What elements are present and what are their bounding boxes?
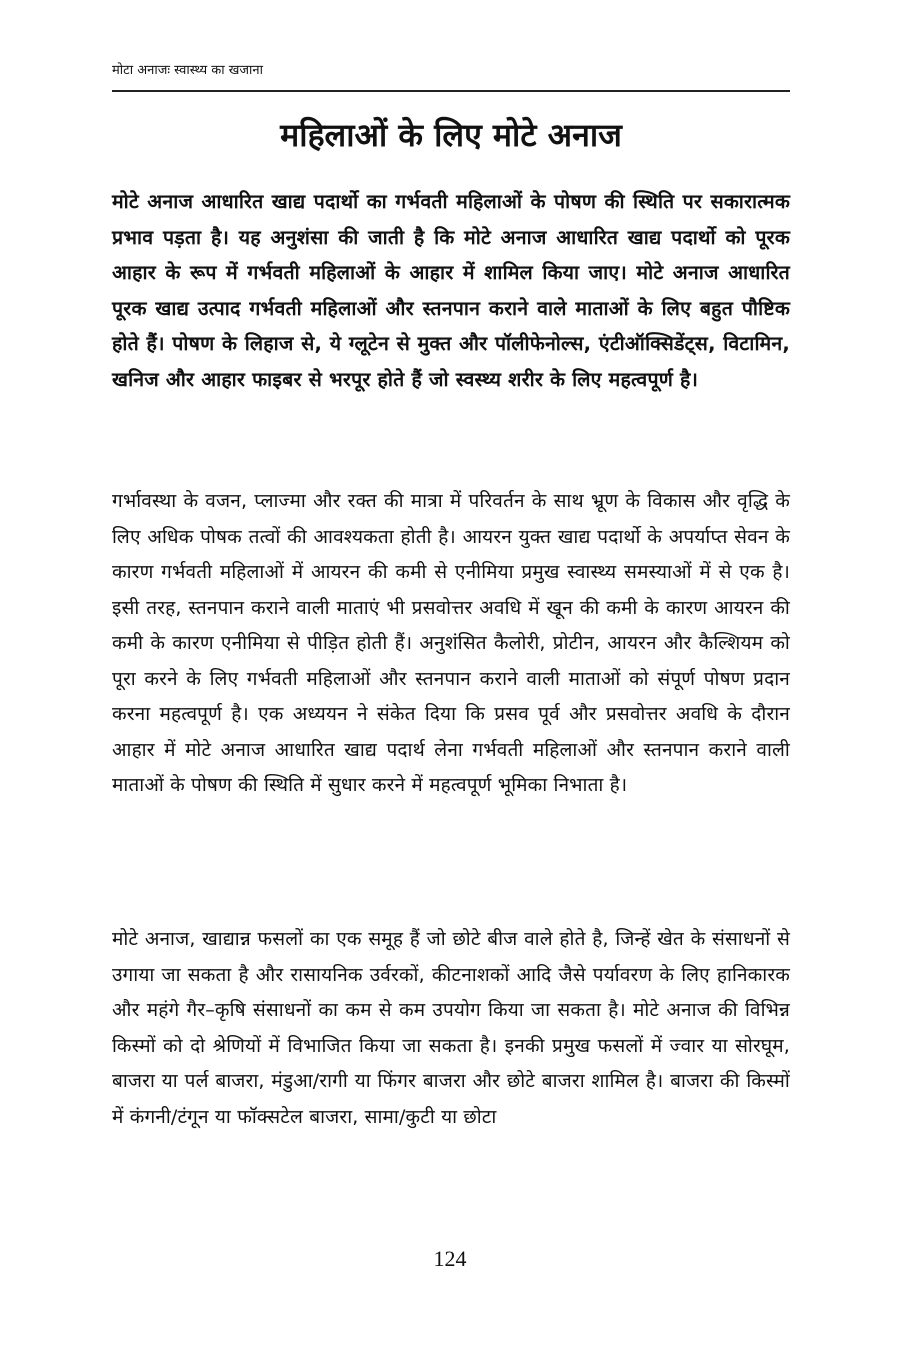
header-divider [112,90,790,92]
body-paragraph: गर्भावस्था के वजन, प्लाज्मा और रक्त की मात्रा में परिवर्तन के साथ भ्रूण के विकास और वृद्धि के लिए अधिक पोषक तत्वों की आवश्यकता होती है। आयरन युक्त खाद्य पदार्थो के अपर्याप्त सेवन के कारण गर्भवती महिलाओं में आयरन की कमी से एनीमिया प्रमुख स्वास्थ्य समस्याओं में से एक है। इसी तरह, स्तनपान कराने वाली माताएं भी प्रसवोत्तर अवधि में खून की कमी के कारण आयरन की कमी के कारण एनीमिया से पीड़ित होती हैं। अनुशंसित कैलोरी, प्रोटीन, आयरन और कैल्शियम को पूरा करने के लिए गर्भवती महिलाओं और स्तनपान कराने वाली माताओं को संपूर्ण पोषण प्रदान करना महत्वपूर्ण है। एक अध्ययन ने संकेत दिया कि प्रसव पूर्व और प्रसवोत्तर अवधि के दौरान आहार में मोटे अनाज आधारित खाद्य पदार्थ लेना गर्भवती महिलाओं और स्तनपान कराने वाली माताओं के पोषण की स्थिति में सुधार करने में महत्वपूर्ण भूमिका निभाता है। [112,490,790,796]
page-number: 124 [433,1246,467,1271]
body-paragraph: मोटे अनाज, खाद्यान्न फसलों का एक समूह हैं जो छोटे बीज वाले होते है, जिन्हें खेत के संसाधनों से उगाया जा सकता है और रासायनिक उर्वरकों, कीटनाशकों आदि जैसे पर्यावरण के लिए हानिकारक और महंगे गैर–कृषि संसाधनों का कम से कम उपयोग किया जा सकता है। मोटे अनाज की विभिन्न किस्मों को दो श्रेणियों में विभाजित किया जा सकता है। इनकी प्रमुख फसलों में ज्वार या सोरघूम, बाजरा या पर्ल बाजरा, मंडुआ/रागी या फिंगर बाजरा और छोटे बाजरा शामिल है। बाजरा की किस्मों में कंगनी/टंगून या फॉक्सटेल बाजरा, सामा/कुटी या छोटा [112,928,790,1128]
running-header: मोटा अनाजः स्वास्थ्य का खजाना [112,63,263,78]
page-title: महिलाओं के लिए मोटे अनाज [280,116,622,154]
intro-paragraph: मोटे अनाज आधारित खाद्य पदार्थो का गर्भवती महिलाओं के पोषण की स्थिति पर सकारात्मक प्रभाव पड़ता है। यह अनुशंसा की जाती है कि मोटे अनाज आधारित खाद्य पदार्थो को पूरक आहार के रूप में गर्भवती महिलाओं के आहार में शामिल किया जाए। मोटे अनाज आधारित पूरक खाद्य उत्पाद गर्भवती महिलाओं और स्तनपान कराने वाले माताओं के लिए बहुत पौष्टिक होते हैं। पोषण के लिहाज से, ये ग्लूटेन से मुक्त और पॉलीफेनोल्स, एंटीऑक्सिडेंट्स, विटामिन, खनिज और आहार फाइबर से भरपूर होते हैं जो स्वस्थ्य शरीर के लिए महत्वपूर्ण है। [112,190,790,391]
